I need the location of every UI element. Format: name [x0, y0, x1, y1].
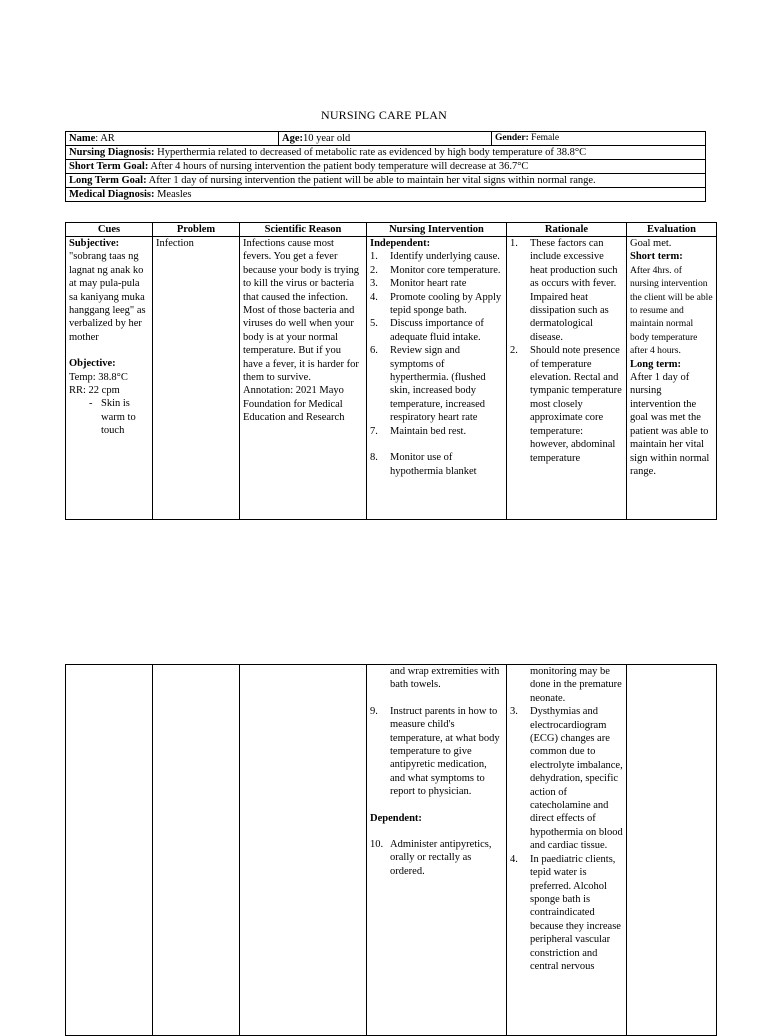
rationale-item: 2. Should note presence of temperature elevation. Rectal and tympanic temperature most closely approximate core temperature: however, abdominal temperature	[510, 345, 622, 464]
age-value: 10 year old	[303, 133, 351, 144]
info-row-name	[66, 132, 706, 146]
diagnosis-value: Hyperthermia related to decreased of metabolic rate as evidenced by high body temperature of 38.8°C	[154, 147, 587, 158]
age-label: Age:	[282, 133, 303, 144]
name-cell	[66, 132, 279, 146]
gender-label: Gender:	[495, 133, 529, 143]
short-goal-cell	[66, 160, 706, 174]
rationale-continuation-text: monitoring may be done in the premature neonate.	[530, 666, 622, 704]
header-rationale: Rationale	[507, 223, 627, 237]
dependent-list	[370, 838, 503, 878]
continuation-row	[66, 665, 717, 1036]
cues-cell-continued	[66, 665, 153, 1036]
cues-cell	[66, 237, 153, 520]
header-scientific-reason: Scientific Reason	[240, 223, 367, 237]
dependent-label: Dependent:	[370, 812, 422, 824]
intervention-item: 2. Monitor core temperature.	[370, 264, 501, 276]
scientific-reason-cell: Infections cause most fevers. You get a fever because your body is trying to kill the virus or bacteria that caused the infection. Most of those bacteria and viruses do well when your body is at your normal temperature. But if you have a fever, it is harder for them to survive. Annotation: 2021 Mayo Foundation for Medical Education and Research	[240, 237, 367, 520]
long-goal-label: Long Term Goal:	[69, 175, 147, 186]
care-plan-row	[66, 237, 717, 520]
intervention-item: 5. Discuss importance of adequate fluid intake.	[370, 318, 484, 343]
intervention-item: 8. Monitor use of hypothermia blanket	[370, 452, 477, 477]
skin-finding	[69, 397, 149, 437]
temp-value: Temp: 38.8°C	[69, 371, 128, 383]
intervention-list	[370, 250, 503, 478]
rationale-list	[510, 237, 623, 465]
header-evaluation: Evaluation	[627, 223, 717, 237]
short-term-text: After 4hrs. of nursing intervention the client will be able to resume and maintain normal body temperature after 4 hours.	[630, 264, 713, 357]
rationale-list-continued	[510, 705, 623, 973]
intervention-item: 3. Monitor heart rate	[370, 278, 467, 290]
header-problem: Problem	[153, 223, 240, 237]
dash-bullet: -	[89, 398, 93, 410]
long-term-label: Long term:	[630, 358, 682, 370]
medical-diagnosis-label: Medical Diagnosis:	[69, 189, 155, 200]
scientific-reason-cell-continued	[240, 665, 367, 1036]
rationale-cell-continued	[507, 665, 627, 1036]
problem-cell: Infection	[153, 237, 240, 520]
care-plan-continuation-table	[65, 664, 717, 1036]
long-goal-cell	[66, 174, 706, 188]
intervention-item: 10. Administer antipyretics, orally or rectally as ordered.	[370, 839, 492, 877]
evaluation-cell-continued	[627, 665, 717, 1036]
problem-cell-continued	[153, 665, 240, 1036]
gender-cell	[492, 132, 706, 146]
skin-text: Skin is warm to touch	[101, 398, 136, 437]
diagnosis-label: Nursing Diagnosis:	[69, 147, 155, 158]
gender-value: Female	[528, 133, 560, 143]
intervention-item: 9. Instruct parents in how to measure child's temperature, at what body temperature to give antipyretic medication, and what symptoms to report to physician.	[370, 705, 500, 798]
intervention-item: 7. Maintain bed rest.	[370, 425, 467, 437]
header-row	[66, 223, 717, 237]
long-term-text: After 1 day of nursing intervention the goal was met the patient was able to maintain her vital sign within normal range.	[630, 372, 710, 477]
age-cell	[279, 132, 492, 146]
subjective-text: "sobrang taas ng lagnat ng anak ko at may pula-pula sa kaniyang muka hanggang leeg" as verbalized by her mother	[69, 251, 146, 343]
rationale-item: 4. In paediatric clients, tepid water is preferred. Alcohol sponge bath is contraindicated because they increase peripheral vascular constriction and central nervous	[510, 853, 621, 972]
intervention-continuation-text: and wrap extremities with bath towels.	[390, 666, 500, 691]
intervention-cell	[367, 237, 507, 520]
name-value: : AR	[95, 133, 115, 144]
diagnosis-cell	[66, 146, 706, 160]
short-goal-value: After 4 hours of nursing intervention the patient body temperature will decrease at 36.7°C	[148, 161, 529, 172]
medical-diagnosis-cell	[66, 188, 706, 202]
intervention-item: 6. Review sign and symptoms of hyperthermia. (flushed skin, increased body temperature, increased respiratory heart rate	[370, 345, 486, 424]
document-title: NURSING CARE PLAN	[320, 108, 448, 122]
header-nursing-intervention: Nursing Intervention	[367, 223, 507, 237]
long-goal-value: After 1 day of nursing intervention the patient will be able to maintain her vital signs within normal range.	[146, 175, 596, 186]
short-goal-label: Short Term Goal:	[69, 161, 149, 172]
evaluation-cell	[627, 237, 717, 520]
rationale-item: 3. Dysthymias and electrocardiogram (ECG) changes are common due to electrolyte imbalance, dehydration, specific action of catecholamine and direct effects of hypothermia on blood and cardiac tissue.	[510, 706, 623, 852]
rationale-item: 1. These factors can include excessive heat production such as occurs with fever. Impaired heat dissipation such as dermatological disease.	[510, 238, 618, 343]
rationale-cell	[507, 237, 627, 520]
care-plan-table	[65, 222, 717, 520]
header-cues: Cues	[66, 223, 153, 237]
short-term-label: Short term:	[630, 251, 683, 263]
intervention-cell-continued	[367, 665, 507, 1036]
patient-info-table	[65, 131, 706, 202]
independent-label: Independent:	[370, 238, 431, 249]
subjective-label: Subjective:	[69, 238, 120, 249]
objective-label: Objective:	[69, 358, 116, 370]
intervention-list-continued	[370, 705, 503, 799]
rr-value: RR: 22 cpm	[69, 385, 120, 397]
name-label: Name	[69, 133, 96, 144]
intervention-item: 1. Identify underlying cause.	[370, 251, 500, 263]
medical-diagnosis-value: Measles	[154, 189, 192, 200]
intervention-item: 4. Promote cooling by Apply tepid sponge bath.	[370, 291, 502, 317]
goal-met-text: Goal met.	[630, 238, 672, 249]
